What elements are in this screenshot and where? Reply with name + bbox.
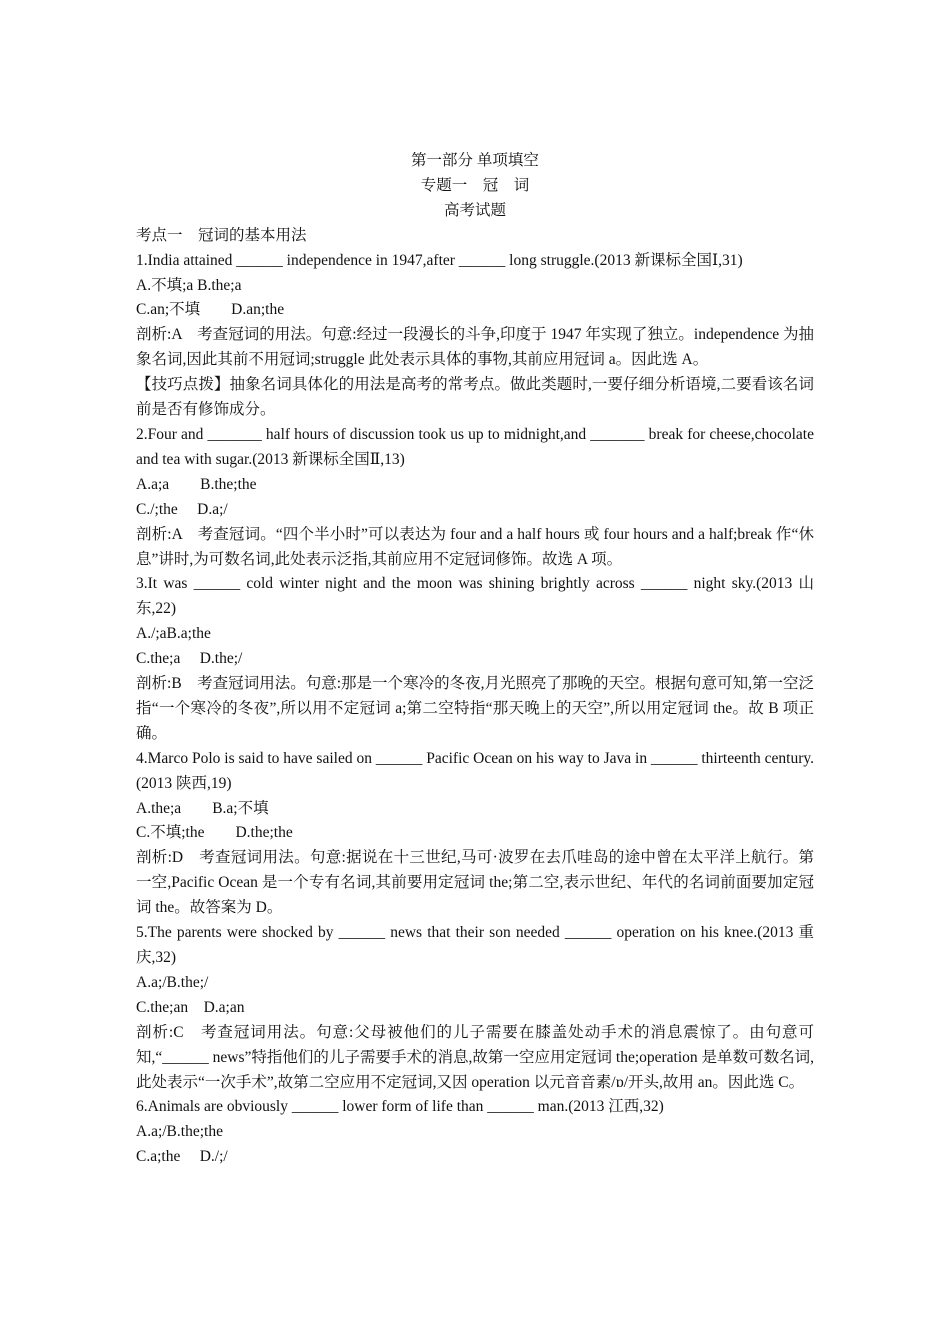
- kaodian-heading: 考点一 冠词的基本用法: [136, 226, 307, 244]
- question-4-options-ab: A.the;a B.a;不填: [136, 799, 269, 817]
- question-5-options-cd: C.the;an D.a;an: [136, 998, 245, 1016]
- document-page: [136, 149, 814, 1170]
- question-2-analysis: 剖析:A 考查冠词。“四个半小时”可以表达为 four and a half hours 或 four hours and a half;break 作“休息”讲时,为可数名词,此处表示泛指,其前应用不定冠词修饰。故选 A 项。: [136, 525, 814, 568]
- question-6-stem: 6.Animals are obviously ______ lower form of life than ______ man.(2013 江西,32): [136, 1098, 664, 1116]
- question-3-options-cd: C.the;a D.the;/: [136, 650, 243, 668]
- question-4-options-cd: C.不填;the D.the;the: [136, 824, 293, 842]
- question-5-stem: 5.The parents were shocked by ______ news that their son needed ______ operation on his knee.(2013 重庆,32): [136, 924, 814, 966]
- question-1-analysis: 剖析:A 考查冠词的用法。句意:经过一段漫长的斗争,印度于 1947 年实现了独立。independence 为抽象名词,因此其前不用冠词;struggle 此处表示具体的事物,其前应用冠词 a。因此选 A。: [136, 326, 814, 369]
- question-1-options-ab: A.不填;a B.the;a: [136, 276, 242, 294]
- question-2-stem: 2.Four and _______ half hours of discussion took us up to midnight,and _______ break for cheese,chocolate and tea with sugar.(2013 新课标全国Ⅱ,13): [136, 425, 814, 468]
- question-4-analysis: 剖析:D 考查冠词用法。句意:据说在十三世纪,马可·波罗在去爪哇岛的途中曾在太平洋上航行。第一空,Pacific Ocean 是一个专有名词,其前要用定冠词 the;第二空,表示世纪、年代的名词前面要加定冠词 the。故答案为 D。: [136, 849, 814, 917]
- topic-title: 专题一 冠 词: [420, 176, 530, 194]
- question-5-options-ab: A.a;/B.the;/: [136, 973, 209, 991]
- question-2-options-ab: A.a;a B.the;the: [136, 475, 257, 493]
- question-1-tip: 【技巧点拨】抽象名词具体化的用法是高考的常考点。做此类题时,一要仔细分析语境,二要看该名词前是否有修饰成分。: [136, 376, 814, 419]
- question-6-options-ab: A.a;/B.the;the: [136, 1123, 223, 1141]
- question-1-stem: 1.India attained ______ independence in 1947,after ______ long struggle.(2013 新课标全国Ⅰ,31): [136, 251, 743, 269]
- question-6-options-cd: C.a;the D./;/: [136, 1148, 228, 1166]
- question-1-options-cd: C.an;不填 D.an;the: [136, 301, 285, 319]
- part-title: 第一部分 单项填空: [411, 152, 539, 169]
- question-5-analysis: 剖析:C 考查冠词用法。句意:父母被他们的儿子需要在膝盖处动手术的消息震惊了。由句意可知,“______ news”特指他们的儿子需要手术的消息,故第一空应用定冠词 the;operation 是单数可数名词,此处表示“一次手术”,故第二空应用不定冠词,又因 operation 以元音音素/ɒ/开头,故用 an。因此选 C。: [136, 1023, 814, 1091]
- question-3-analysis: 剖析:B 考查冠词用法。句意:那是一个寒冷的冬夜,月光照亮了那晚的天空。根据句意可知,第一空泛指“一个寒冷的冬夜”,所以用不定冠词 a;第二空特指“那天晚上的天空”,所以用定冠词 the。故 B 项正确。: [136, 675, 814, 742]
- question-2-options-cd: C./;the D.a;/: [136, 500, 228, 518]
- question-3-options-ab: A./;aB.a;the: [136, 625, 211, 643]
- section-title: 高考试题: [443, 201, 506, 219]
- question-4-stem: 4.Marco Polo is said to have sailed on ______ Pacific Ocean on his way to Java in ______ thirteenth century.(2013 陕西,19): [136, 749, 814, 792]
- question-3-stem: 3.It was ______ cold winter night and the moon was shining brightly across ______ night sky.(2013 山东,22): [136, 575, 814, 618]
